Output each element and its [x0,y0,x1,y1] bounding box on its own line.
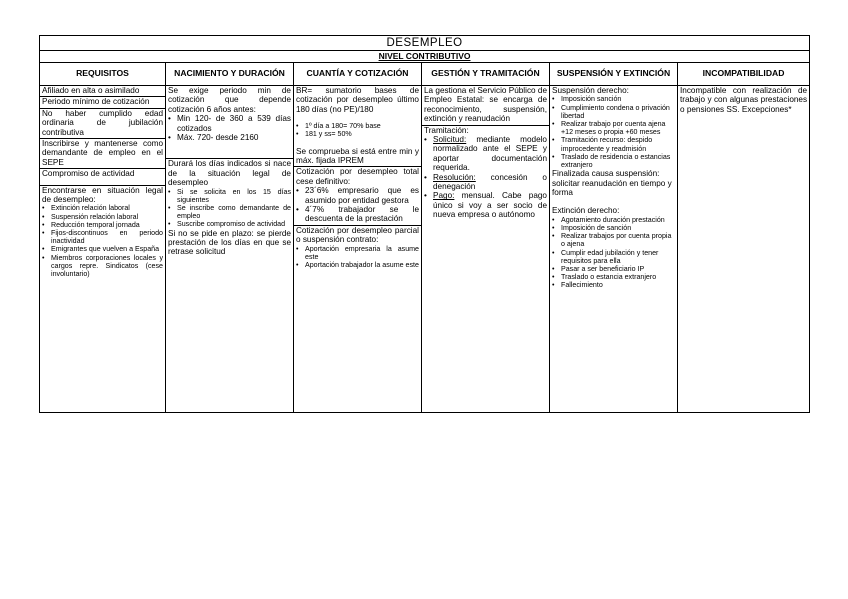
list-item: • Fijos-discontinuos en periodo inactividad [51,229,163,245]
cuantia-parcial-block [294,226,421,270]
item-label: Pago: [433,191,455,201]
list-item: • Pasar a ser beneficiario IP [561,265,675,273]
list-item: • Traslado de residencia o estancias extranjero [561,153,675,169]
list-item: • Máx. 720- desde 2160 [177,133,291,142]
list-item: • Extinción relación laboral [51,204,163,212]
cuantia-parcial: Cotización por desempleo parcial o suspensión contrato: [296,225,419,245]
req-inscribirse: Inscribirse y mantenerse como demandante de empleo en el SEPE [40,139,165,169]
header-gestion: GESTIÓN Y TRAMITACIÓN [422,63,550,86]
list-item [433,173,547,192]
list-item: • 1º día a 180= 70% base [305,122,419,130]
item-text: mediante modelo normalizado ante el SEPE y aportar documentación requerida. [433,135,547,173]
cuantia-comprueba: Se comprueba si está entre min y máx. fijada IPREM [296,146,419,166]
req-situacion-list [42,204,163,278]
list-item: • Fallecimiento [561,281,675,289]
list-item: • Aportación trabajador la asume este [305,261,419,269]
header-suspension: SUSPENSIÓN Y EXTINCIÓN [550,63,678,86]
susp-derecho-block [550,86,677,291]
nac-durara-list [168,188,291,229]
nac-exige: Se exige periodo min de cotización que depende cotización 6 años antes: [168,86,291,114]
cuantia-column [294,86,422,413]
req-afiliado: Afiliado en alta o asimilado [40,86,165,97]
gestion-tramitacion-block [422,126,549,221]
header-cuantia: CUANTÍA Y COTIZACIÓN [294,63,422,86]
list-item: • Imposición sanción [561,95,675,103]
cuantia-br: BR= sumatorio bases de cotización por desempleo último 180 días (no PE)/180 [296,86,419,114]
list-item: • Realizar trabajos por cuenta propia o ajena [561,232,675,248]
list-item: • Traslado o estancia extranjero [561,273,675,281]
requisitos-column [40,86,166,413]
gestion-column [422,86,550,413]
susp-derecho: Suspensión derecho: [552,86,629,95]
suspension-column [550,86,678,413]
cuantia-total: Cotización por desempleo total cese definitivo: [296,167,419,186]
gestion-tramitacion: Tramitación: [424,125,469,135]
susp-derecho-list [552,95,675,169]
header-requisitos: REQUISITOS [40,63,166,86]
nac-exige-list [168,114,291,142]
list-item: • Si se solicita en los 15 días siguientes [177,188,291,204]
susp-finalizada: Finalizada causa suspensión: solicitar reanudación en tiempo y forma [552,169,672,198]
list-item: • Tramitación recurso: despido improcedente y readmisión [561,136,675,152]
list-item: • Suspensión relación laboral [51,213,163,221]
item-label: Resolución: [433,172,476,182]
desempleo-table [39,35,810,413]
header-incompatibilidad: INCOMPATIBILIDAD [678,63,810,86]
table-subtitle: NIVEL CONTRIBUTIVO [40,51,810,63]
table-title: DESEMPLEO [40,36,810,51]
list-item: • Aportación empresaria la asume este [305,245,419,261]
incompatibilidad-column: Incompatible con realización de trabajo y con algunas prestaciones o pensiones SS. Excepciones* [678,86,810,413]
list-item: • Min 120- de 360 a 539 días cotizados [177,114,291,133]
nac-exige-block [166,86,293,159]
cuantia-parcial-list [296,245,419,270]
list-item: • 181 y ss= 50% [305,130,419,138]
gestion-intro: La gestiona el Servicio Público de Empleo Estatal: se encarga de reconocimiento, suspensión, extinción y reanudación [422,86,549,126]
nac-durara-block [166,159,293,257]
susp-extincion: Extinción derecho: [552,206,620,216]
list-item: • Cumplir edad jubilación y tener requisitos para ella [561,249,675,265]
list-item: • Imposición de sanción [561,224,675,232]
req-situacion: Encontrarse en situación legal de desempleo: [42,185,163,205]
list-item: • Cumplimiento condena o privación libertad [561,104,675,120]
req-periodo: Periodo mínimo de cotización [40,97,165,108]
cuantia-total-block [294,167,421,225]
susp-extincion-list [552,216,675,290]
nacimiento-column [166,86,294,413]
cuantia-total-list [296,186,419,224]
req-situacion-block [40,186,165,280]
item-text: concesión o denegación [433,172,547,192]
list-item: • 4´7% trabajador se le descuenta de la prestación [305,205,419,224]
list-item: • 23´6% empresario que es asumido por entidad gestora [305,186,419,205]
list-item: • Suscribe compromiso de actividad [177,220,291,228]
list-item: • Realizar trabajo por cuenta ajena +12 meses o propia +60 meses [561,120,675,136]
list-item [433,191,547,219]
req-jubilacion: No haber cumplido edad ordinaria de jubilación contributiva [40,109,165,139]
cuantia-br-block [294,86,421,167]
list-item: • Reducción temporal jornada [51,221,163,229]
item-text: mensual. Cabe pago único si voy a ser socio de nueva empresa o autónomo [433,191,547,220]
list-item: • Miembros corporaciones locales y cargos repre. Sindicatos (cese involuntario) [51,254,163,279]
cuantia-br-list [296,122,419,138]
header-nacimiento: NACIMIENTO Y DURACIÓN [166,63,294,86]
nac-durara: Durará los días indicados si nace de la situación legal de desempleo [168,159,291,188]
req-compromiso: Compromiso de actividad [40,169,165,185]
item-label: Solicitud: [433,135,467,145]
nac-plazo: Si no se pide en plazo: se pierde prestación de los días en que se retrase solicitud [168,228,291,257]
list-item: • Emigrantes que vuelven a España [51,245,163,253]
gestion-tramitacion-list [424,135,547,220]
list-item: • Agotamiento duración prestación [561,216,675,224]
desempleo-document [39,35,809,413]
list-item: • Se inscribe como demandante de empleo [177,204,291,220]
list-item [433,135,547,173]
